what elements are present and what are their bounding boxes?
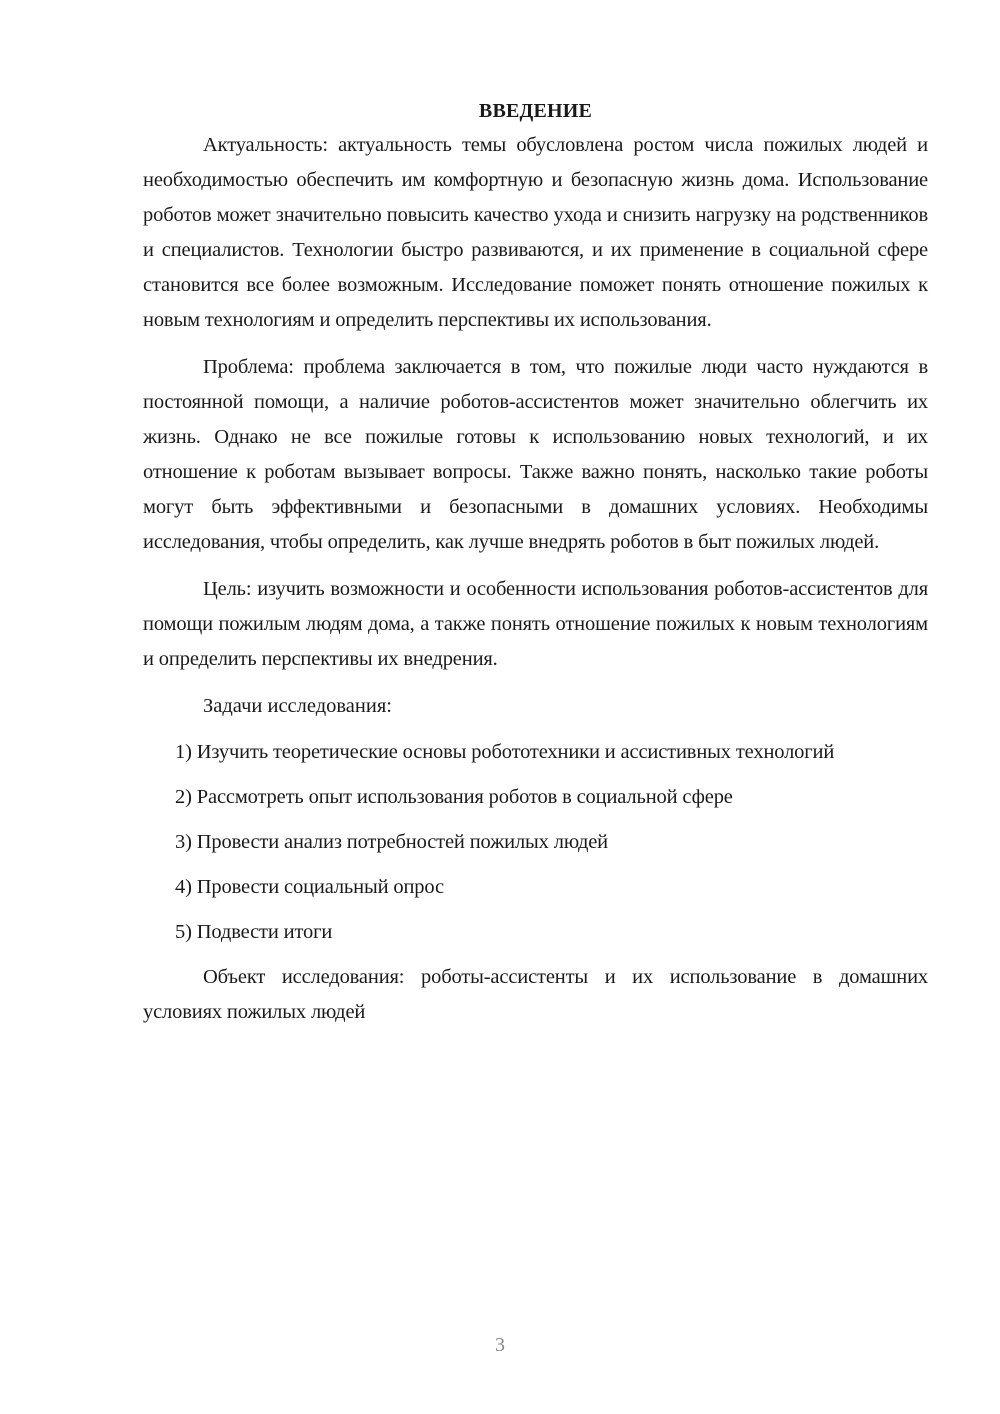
paragraph-object: Объект исследования: роботы-ассистенты и их использование в домашних условиях пожилых людей — [143, 966, 928, 1023]
page-number: 3 — [495, 1334, 505, 1356]
section-title: ВВЕДЕНИЕ — [478, 100, 593, 122]
paragraph-goal: Цель: изучить возможности и особенности использования роботов-ассистентов для помощи пожилым людям дома, а также понять отношение пожилых к новым технологиям и определить перспективы их внедрения. — [143, 578, 928, 670]
task-item: 3) Провести анализ потребностей пожилых людей — [175, 831, 608, 853]
paragraph-problem: Проблема: проблема заключается в том, что пожилые люди часто нуждаются в постоянной помощи, а наличие роботов-ассистентов может значительно облегчить их жизнь. Однако не все пожилые готовы к использованию новых технологий, и их отношение к роботам вызывает вопросы. Также важно понять, насколько такие роботы могут быть эффективными и безопасными в домашних условиях. Необходимы исследования, чтобы определить, как лучше внедрять роботов в быт пожилых людей. — [143, 356, 928, 553]
task-item: 4) Провести социальный опрос — [175, 876, 444, 898]
tasks-list — [143, 735, 928, 950]
document-page — [143, 96, 928, 1042]
paragraph-relevance: Актуальность: актуальность темы обусловлена ростом числа пожилых людей и необходимостью обеспечить им комфортную и безопасную жизнь дома. Использование роботов может значительно повысить качество ухода и снизить нагрузку на родственников и специалистов. Технологии быстро развиваются, и их применение в социальной сфере становится все более возможным. Исследование поможет понять отношение пожилых к новым технологиям и определить перспективы их использования. — [143, 134, 928, 331]
tasks-heading: Задачи исследования: — [203, 695, 392, 717]
task-item: 2) Рассмотреть опыт использования роботов в социальной сфере — [175, 786, 733, 808]
task-item: 5) Подвести итоги — [175, 921, 333, 943]
task-item: 1) Изучить теоретические основы робототехники и ассистивных технологий — [175, 741, 835, 763]
